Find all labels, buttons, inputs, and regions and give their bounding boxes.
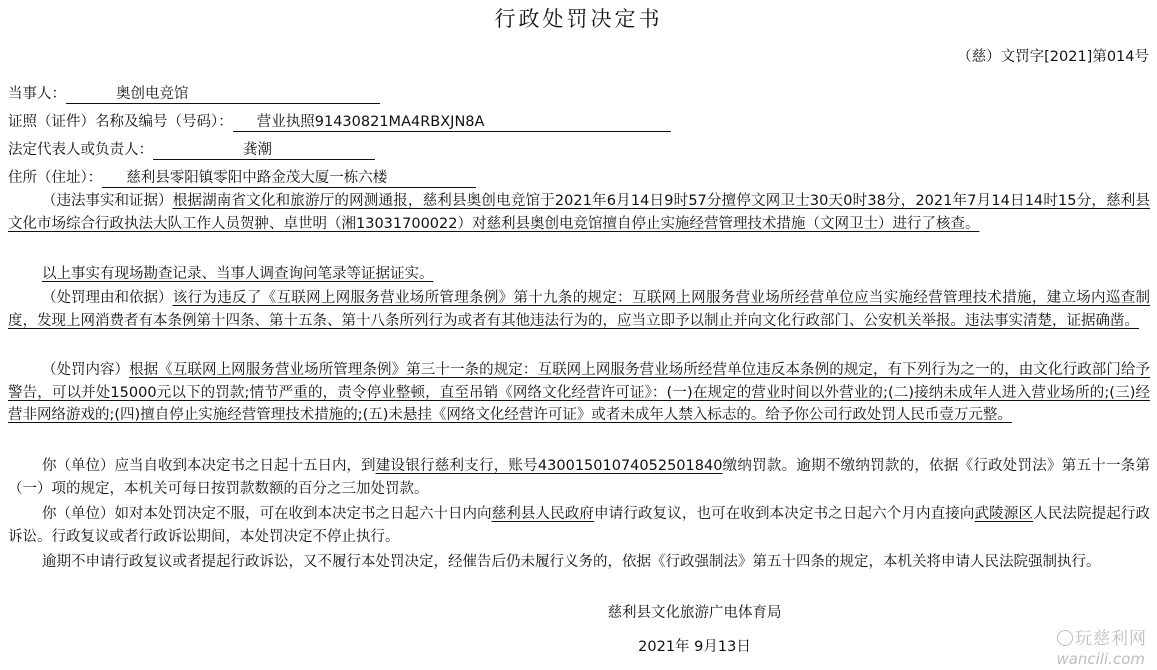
party-field bbox=[8, 84, 380, 104]
party-value: 奥创电竞馆 bbox=[66, 86, 380, 104]
facts-prefix: （违法事实和证据） bbox=[42, 193, 173, 209]
address-field bbox=[8, 168, 476, 188]
payment-text-a: 你（单位）应当自收到本决定书之日起十五日内，到 bbox=[42, 458, 376, 474]
watermark-text: 玩慈利网 bbox=[1075, 629, 1147, 649]
watermark-icon bbox=[1057, 630, 1073, 646]
penalty-text: 根据《互联网上网服务营业场所管理条例》第三十一条的规定：互联网上网服务营业场所经营单位违反本条例的规定，有下列行为之一的，由文化行政部门给予警告，可以并处15000元以下的罚款;情节严重的，责令停业整顿，直至吊销《网络文化经营许可证》：(一)在规定的营业时间以外营业的;(二)接纳未成年人进入营业场所的;(三)经营非网络游戏的;(四)擅自停止实施经营管理技术措施的;(五)未悬挂《网络文化经营许可证》或者未成年人禁入标志的。给予你公司行政处罚人民币壹万元整。 bbox=[8, 362, 1150, 424]
paragraph-payment bbox=[8, 455, 1150, 500]
signature-authority bbox=[0, 603, 1157, 623]
watermark-logo bbox=[1057, 630, 1147, 648]
appeal-court: 武陵源区 bbox=[974, 506, 1034, 522]
authority-name: 慈利县文化旅游广电体育局 bbox=[607, 605, 782, 621]
appeal-text-e: 人民法院提起行政诉讼。行政复议或者行政诉讼期间，本处罚决定不停止执行。 bbox=[8, 506, 1151, 545]
document-title: 行政处罚决定书 bbox=[494, 7, 663, 31]
appeal-government: 慈利县人民政府 bbox=[491, 506, 595, 522]
paragraph-penalty bbox=[8, 359, 1150, 427]
enforcement-text: 逾期不申请行政复议或者提起行政诉讼，又不履行本处罚决定，经催告后仍未履行义务的，依据《行政强制法》第五十四条的规定，本机关将申请人民法院强制执行。 bbox=[42, 554, 1101, 570]
decision-date: 2021年 9月13日 bbox=[638, 639, 751, 655]
license-label: 证照（证件）名称及编号（号码）： bbox=[8, 114, 233, 130]
rep-value: 龚潮 bbox=[153, 142, 375, 160]
paragraph-evidence bbox=[8, 263, 1150, 286]
facts-text: 根据湖南省文化和旅游厅的网测通报，慈利县奥创电竞馆于2021年6月14日9时57分擅停文网卫士30天0时38分，2021年7月14日14时15分，慈利县文化市场综合行政执法大队工作人员贺翀、卓世明（湘13031700022）对慈利县奥创电竞馆擅自停止实施经营管理技术措施（文网卫士）进行了核查。 bbox=[8, 193, 1150, 232]
grounds-prefix: （处罚理由和依据） bbox=[42, 290, 173, 306]
paragraph-appeal bbox=[8, 503, 1150, 548]
payment-account: 建设银行慈利支行，账号43001501074052501840 bbox=[375, 458, 723, 474]
appeal-text-a: 你（单位）如对本处罚决定不服，可在收到本决定书之日起六十日内向 bbox=[42, 506, 492, 522]
license-value: 营业执照91430821MA4RBXJN8A bbox=[233, 114, 671, 132]
address-label: 住所（住址）： bbox=[8, 170, 103, 186]
rep-field bbox=[8, 140, 375, 160]
address-value: 慈利县零阳镇零阳中路金茂大厦一栋六楼 bbox=[102, 170, 476, 188]
appeal-text-c: 申请行政复议，也可在收到本决定书之日起六个月内直接向 bbox=[594, 506, 975, 522]
payment-text-c: 缴纳罚款。逾期不缴纳罚款的，依据《行政处罚法》第五十一条第（一）项的规定，本机关可每日按罚款数额的百分之三加处罚款。 bbox=[8, 458, 1150, 497]
license-field bbox=[8, 112, 671, 132]
paragraph-facts bbox=[8, 190, 1150, 235]
penalty-prefix: （处罚内容） bbox=[42, 362, 129, 378]
watermark-url: wancili.com bbox=[1056, 650, 1145, 668]
grounds-text: 该行为违反了《互联网上网服务营业场所管理条例》第十九条的规定：互联网上网服务营业场所经营单位应当实施经营管理技术措施，建立场内巡查制度，发现上网消费者有本条例第十四条、第十五条、第十八条所列行为或者有其他违法行为的，应当立即予以制止并向文化行政部门、公安机关举报。违法事实清楚，证据确凿。 bbox=[8, 290, 1150, 329]
paragraph-enforcement bbox=[8, 551, 1150, 574]
signature-date bbox=[0, 637, 1157, 657]
evidence-text: 以上事实有现场勘查记录、当事人调查询问笔录等证据证实。 bbox=[42, 266, 434, 282]
party-label: 当事人： bbox=[8, 86, 66, 102]
rep-label: 法定代表人或负责人： bbox=[8, 142, 153, 158]
document-number: （慈）文罚字[2021]第014号 bbox=[957, 49, 1149, 65]
paragraph-grounds bbox=[8, 287, 1150, 332]
